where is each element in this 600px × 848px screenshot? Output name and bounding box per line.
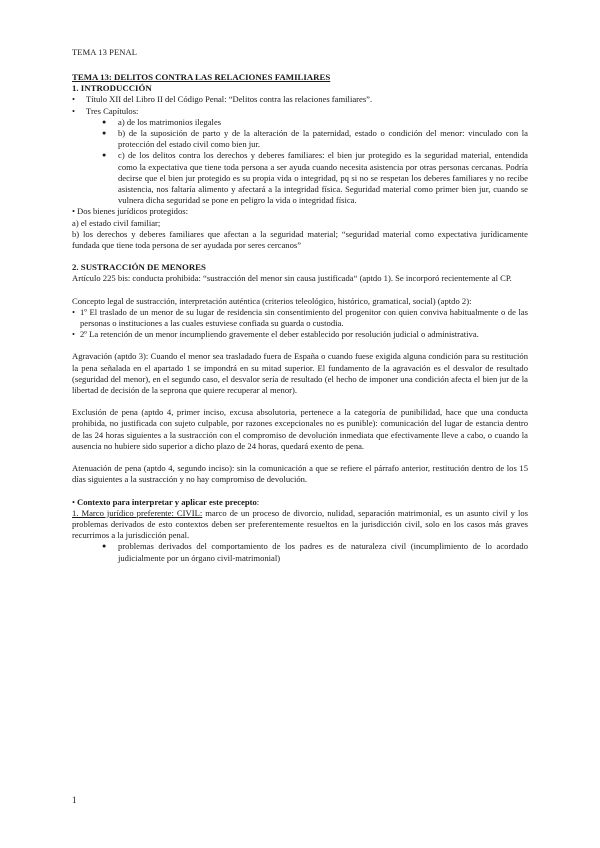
page-number: 1 (72, 795, 77, 805)
intro-line-titulo: • Título XII del Libro II del Código Penal: “Delitos contra las relaciones familiares”. (72, 94, 373, 105)
document-title: TEMA 13: DELITOS CONTRA LAS RELACIONES FAMILIARES (72, 72, 331, 82)
concepto-item-2: • 2º La retención de un menor incumpliendo gravemente el deber establecido por resolución judicial o administrativa. (72, 329, 479, 340)
paragraph-concepto: Concepto legal de sustracción, interpretación auténtica (criterios teleológico, histórico, gramatical, social) (aptdo 2): (72, 295, 472, 306)
intro-line-bienes: • Dos bienes jurídicos protegidos: (72, 206, 188, 217)
marco-list (72, 541, 528, 563)
section-heading-sustraccion: 2. SUSTRACCIÓN DE MENORES (72, 262, 206, 273)
paragraph-atenuacion: Atenuación de pena (aptdo 4, segundo inciso): sin la comunicación a que se refiere el párrafo anterior, restitución dentro de los 15 días siguientes a la sustracción y no hay compromiso de devolución. (72, 463, 528, 485)
list-item: ● problemas derivados del comportamiento de los padres es de naturaleza civil (incumplimiento de lo acordado judicialmente por un órgano civil-matrimonial) (102, 541, 528, 563)
intro-line-capitulos: • Tres Capítulos: (72, 105, 139, 116)
marco-label: 1. Marco jurídico preferente: CIVIL: (72, 507, 203, 518)
running-header: TEMA 13 PENAL (72, 47, 138, 57)
paragraph-exclusion: Exclusión de pena (aptdo 4, primer inciso, excusa absolutoria, pertenece a la categoría de punibilidad, hace que una conducta prohibida, no justificada con sujeto culpable, por razones excepcionales no es punible): comunicación del lugar de estancia dentro de las 24 horas siguientes a la sustracción con el compromiso de devolución inmediata que efectivamente lleve a cabo, o cuando la ausencia no hubiere sido superior a dicho plazo de 24 horas, quedará exento de pena. (72, 407, 528, 451)
chapters-list (72, 117, 528, 207)
document-body (72, 72, 528, 564)
paragraph-marco (72, 508, 528, 542)
concepto-item-1: • 1º El traslado de un menor de su lugar de residencia sin consentimiento del progenitor con quien conviva habitualmente o de las personas o instituciones a las cuales estuviese confiada su guarda o custodia. (72, 306, 528, 329)
paragraph-articulo: Artículo 225 bis: conducta prohibida: “sustracción del menor sin causa justificada“ (aptdo 1). Se incorporó recientemente al CP. (72, 273, 512, 284)
list-item: ● b) de la suposición de parto y de la alteración de la paternidad, estado o condición del menor: vinculado con la protección del estado civil como bien jur. (102, 128, 528, 150)
marco-text: marco de un proceso de divorcio, nulidad, separación matrimonial, es un asunto civil y los problemas derivados de esto contextos deben ser preferentemente resueltos en la jurisdicción civil, solo en los casos más graves recurrimos a la jurisdicción penal. (72, 507, 528, 541)
section-heading-introduccion: 1. INTRODUCCIÓN (72, 83, 152, 94)
list-item: ● a) de los matrimonios ilegales (102, 117, 528, 128)
list-item: ● c) de los delitos contra los derechos y deberes familiares: el bien jur protegido es la seguridad material, entendida como la expectativa que tiene toda persona a ser ayuda cuando necesita asistencia por otras personas cercanas. Podría decirse que el bien jur protegido es su propia vida o integridad, pq si no se respetan los deberes familiares y no recibe asistencia, nos faltaría alimento y afectará a la integridad física. Seguridad material como primer bien jur, cuando se vulnera dicha seguridad se pone en peligro la vida o integridad física. (102, 150, 528, 206)
contexto-heading: • Contexto para interpretar y aplicar este precepto: (72, 496, 260, 507)
paragraph-agravacion: Agravación (aptdo 3): Cuando el menor sea trasladado fuera de España o cuando fuese exigida alguna condición para su restitución la pena señalada en el apartado 1 se impondrá en su mitad superior. El fundamento de la agravación es el desvalor de resultado (seguridad del menor), en el segundo caso, el desvalor sería de resultado (el hecho de imponer una condición afecta el bien jur de la libertad de decisión de la seprona que quiere recuperar al menor). (72, 351, 528, 396)
intro-line-estado-civil: a) el estado civil familiar; (72, 217, 161, 228)
intro-line-derechos: b) los derechos y deberes familiares que afectan a la seguridad material; “seguridad material como expectativa jurídicamente fundada que tiene toda persona de ser ayudada por seres cercanos” (72, 228, 528, 251)
